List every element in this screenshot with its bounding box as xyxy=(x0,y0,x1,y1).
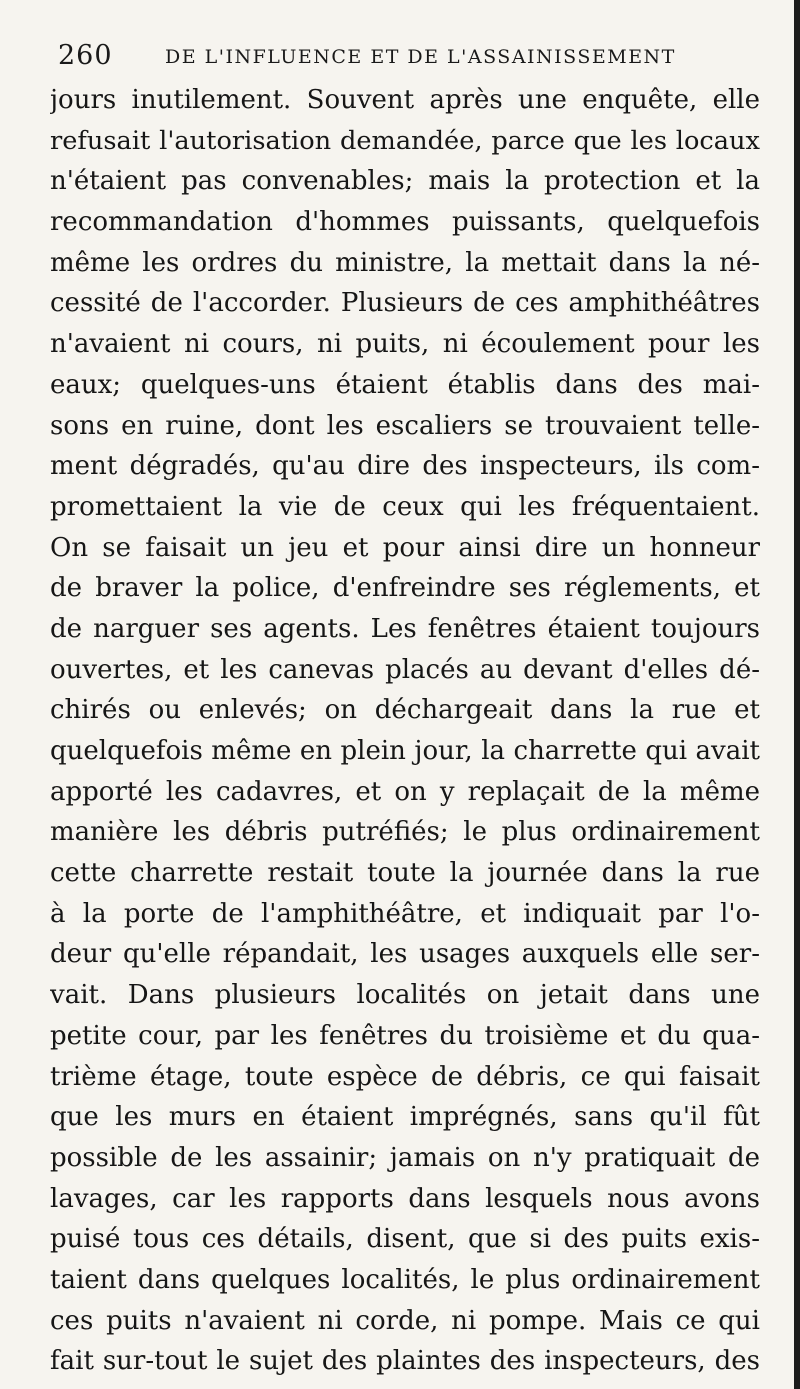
text-line: n'étaient pas convenables; mais la protection et la xyxy=(50,166,760,197)
text-line: apporté les cadavres, et on y replaçait de la même xyxy=(50,776,760,807)
text-line: On se faisait un jeu et pour ainsi dire un honneur xyxy=(50,532,760,563)
text-line: taient dans quelques localités, le plus ordinairement xyxy=(50,1264,760,1295)
text-line: à la porte de l'amphithéâtre, et indiquait par l'o- xyxy=(50,898,760,929)
text-line: recommandation d'hommes puissants, quelquefois xyxy=(50,207,760,238)
body-text xyxy=(50,80,760,1382)
text-line: ouvertes, et les canevas placés au devant d'elles dé- xyxy=(50,654,760,685)
page-header xyxy=(56,34,756,74)
text-line: de braver la police, d'enfreindre ses réglements, et xyxy=(50,573,760,604)
text-line: ces puits n'avaient ni corde, ni pompe. Mais ce qui xyxy=(50,1305,760,1336)
text-line: n'avaient ni cours, ni puits, ni écoulement pour les xyxy=(50,329,760,360)
text-line: cette charrette restait toute la journée dans la rue xyxy=(50,858,760,889)
text-line: ment dégradés, qu'au dire des inspecteurs, ils com- xyxy=(50,451,760,482)
text-line: vait. Dans plusieurs localités on jetait dans une xyxy=(50,980,760,1011)
text-line: petite cour, par les fenêtres du troisième et du qua- xyxy=(50,1020,760,1051)
text-line: que les murs en étaient imprégnés, sans qu'il fût xyxy=(50,1102,760,1133)
text-line: possible de les assainir; jamais on n'y pratiquait de xyxy=(50,1142,760,1173)
text-line: lavages, car les rapports dans lesquels nous avons xyxy=(50,1183,760,1214)
text-line: jours inutilement. Souvent après une enquête, elle xyxy=(50,85,760,115)
text-line: promettaient la vie de ceux qui les fréquentaient. xyxy=(50,491,760,522)
text-line: sons en ruine, dont les escaliers se trouvaient telle- xyxy=(50,410,760,441)
text-line: puisé tous ces détails, disent, que si des puits exis- xyxy=(50,1224,760,1255)
text-line: trième étage, toute espèce de débris, ce qui faisait xyxy=(50,1061,760,1092)
text-line: chirés ou enlevés; on déchargeait dans la rue et xyxy=(50,695,760,726)
text-line: même les ordres du ministre, la mettait dans la né- xyxy=(50,247,760,278)
page-number: 260 xyxy=(58,40,113,71)
text-line: quelquefois même en plein jour, la charrette qui avait xyxy=(50,736,760,766)
text-line: de narguer ses agents. Les fenêtres étaient toujours xyxy=(50,613,760,644)
text-line: fait sur-tout le sujet des plaintes des inspecteurs, des xyxy=(50,1346,760,1377)
text-line: deur qu'elle répandait, les usages auxquels elle ser- xyxy=(50,939,760,970)
text-line: manière les débris putréfiés; le plus ordinairement xyxy=(50,817,760,848)
text-line: eaux; quelques-uns étaient établis dans des mai- xyxy=(50,369,760,400)
text-line: refusait l'autorisation demandée, parce que les locaux xyxy=(50,125,760,156)
text-line: cessité de l'accorder. Plusieurs de ces amphithéâtres xyxy=(50,288,760,319)
running-title: DE L'INFLUENCE ET DE L'ASSAINISSEMENT xyxy=(165,46,676,68)
